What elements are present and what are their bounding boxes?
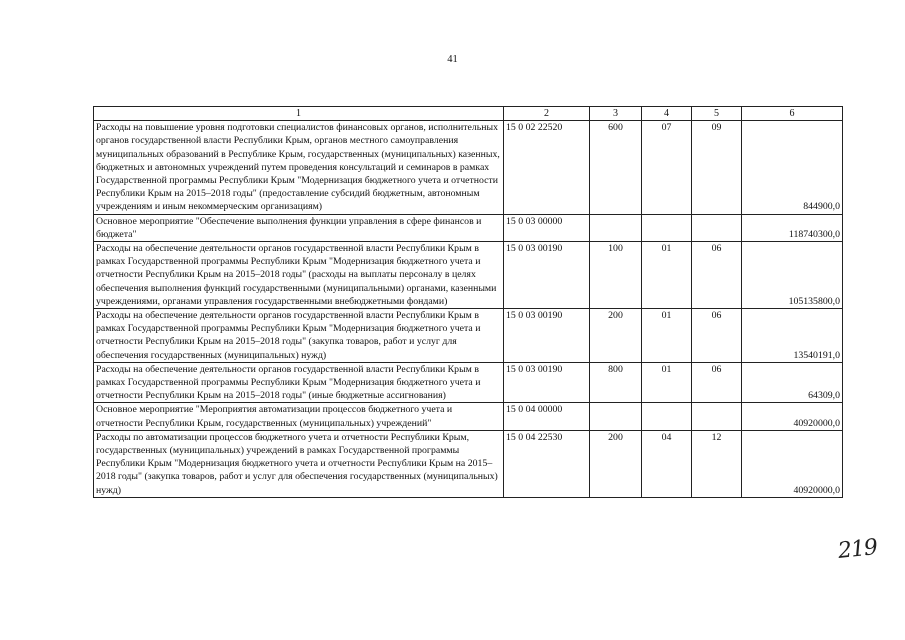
row-expense-type: [590, 214, 642, 241]
row-description: Расходы на обеспечение деятельности органов государственной власти Республики Крым в рамках Государственной программы Республики Крым "Модернизация бюджетного учета и отчетности Республики Крым на 2015–2018 годы" (закупка товаров, работ и услуг для обеспечения государственных (муниципальных) нужд): [94, 309, 504, 363]
row-amount: 105135800,0: [742, 242, 843, 309]
row-expense-type: 600: [590, 121, 642, 214]
row-amount: 40920000,0: [742, 430, 843, 497]
row-description: Расходы на обеспечение деятельности органов государственной власти Республики Крым в рамках Государственной программы Республики Крым "Модернизация бюджетного учета и отчетности Республики Крым на 2015–2018 годы" (иные бюджетные ассигнования): [94, 362, 504, 403]
table-row: [94, 403, 843, 430]
row-amount: 40920000,0: [742, 403, 843, 430]
row-section: [642, 403, 692, 430]
header-cell: 6: [742, 107, 843, 121]
row-target-code: 15 0 03 00190: [504, 242, 590, 309]
row-description: Расходы на повышение уровня подготовки специалистов финансовых органов, исполнительных органов государственной власти Республики Крым, органов местного самоуправления муниципальных образований в Республике Крым, государственных (муниципальных) казенных, бюджетных и автономных учреждений путем проведения консультаций и семинаров в рамках Государственной программы Республики Крым "Модернизация бюджетного учета и отчетности Республики Крым на 2015–2018 годы" (предоставление субсидий бюджетным, автономным учреждениям и иным некоммерческим организациям): [94, 121, 504, 214]
row-section: 01: [642, 309, 692, 363]
row-description: Основное мероприятие "Обеспечение выполнения функции управления в сфере финансов и бюджета": [94, 214, 504, 241]
row-target-code: 15 0 02 22520: [504, 121, 590, 214]
row-expense-type: 200: [590, 430, 642, 497]
row-subsection: 06: [692, 362, 742, 403]
table-row: [94, 309, 843, 363]
row-subsection: [692, 403, 742, 430]
row-target-code: 15 0 04 22530: [504, 430, 590, 497]
row-amount: 844900,0: [742, 121, 843, 214]
row-section: [642, 214, 692, 241]
row-expense-type: [590, 403, 642, 430]
row-subsection: 06: [692, 242, 742, 309]
header-cell: 4: [642, 107, 692, 121]
header-cell: 2: [504, 107, 590, 121]
row-subsection: 06: [692, 309, 742, 363]
table-header-row: [94, 107, 843, 121]
row-subsection: 12: [692, 430, 742, 497]
row-target-code: 15 0 03 00190: [504, 309, 590, 363]
table-row: [94, 362, 843, 403]
page-number: 41: [447, 54, 458, 65]
row-expense-type: 200: [590, 309, 642, 363]
row-description: Расходы на обеспечение деятельности органов государственной власти Республики Крым в рамках Государственной программы Республики Крым "Модернизация бюджетного учета и отчетности Республики Крым на 2015–2018 годы" (расходы на выплаты персоналу в целях обеспечения выполнения функций государственными (муниципальными) органами, казенными учреждениями, органами управления государственными внебюджетными фондами): [94, 242, 504, 309]
budget-table: [93, 106, 843, 498]
row-amount: 118740300,0: [742, 214, 843, 241]
row-description: Основное мероприятие "Мероприятия автоматизации процессов бюджетного учета и отчетности Республики Крым, государственных (муниципальных) учреждений": [94, 403, 504, 430]
table-row: [94, 214, 843, 241]
row-amount: 64309,0: [742, 362, 843, 403]
handwritten-page-mark: 219: [836, 535, 879, 564]
row-section: 01: [642, 362, 692, 403]
row-subsection: [692, 214, 742, 241]
row-amount: 13540191,0: [742, 309, 843, 363]
row-section: 07: [642, 121, 692, 214]
table-row: [94, 430, 843, 497]
row-subsection: 09: [692, 121, 742, 214]
row-expense-type: 100: [590, 242, 642, 309]
table-row: [94, 121, 843, 214]
table-row: [94, 242, 843, 309]
row-target-code: 15 0 03 00190: [504, 362, 590, 403]
row-section: 04: [642, 430, 692, 497]
row-description: Расходы по автоматизации процессов бюджетного учета и отчетности Республики Крым, государственных (муниципальных) учреждений в рамках Государственной программы Республики Крым "Модернизация бюджетного учета и отчетности Республики Крым на 2015–2018 годы" (закупка товаров, работ и услуг для обеспечения государственных (муниципальных) нужд): [94, 430, 504, 497]
row-target-code: 15 0 04 00000: [504, 403, 590, 430]
row-expense-type: 800: [590, 362, 642, 403]
row-target-code: 15 0 03 00000: [504, 214, 590, 241]
header-cell: 5: [692, 107, 742, 121]
row-section: 01: [642, 242, 692, 309]
header-cell: 1: [94, 107, 504, 121]
header-cell: 3: [590, 107, 642, 121]
